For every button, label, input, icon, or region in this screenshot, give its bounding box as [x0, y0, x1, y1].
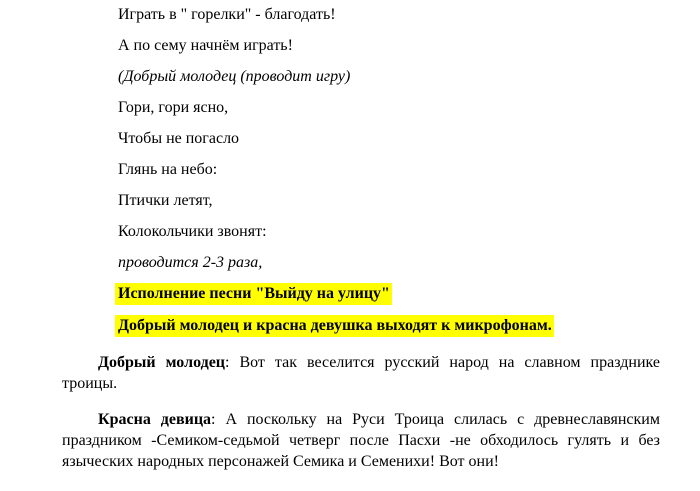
speaker-name: Добрый молодец	[98, 354, 226, 371]
script-line-text: проводится 2-3 раза,	[118, 254, 263, 271]
stage-direction-line	[118, 253, 670, 273]
script-line-text: Гори, гори ясно,	[118, 99, 229, 116]
script-line-text: Колокольчики звонят:	[118, 223, 267, 240]
script-line	[118, 222, 670, 242]
dialogue-text: : Вот так веселится русский народ на славном празднике троицы.	[62, 354, 660, 392]
script-line	[118, 36, 670, 56]
dialogue-text: : А поскольку на Руси Троица слилась с древнеславянским праздником -Семиком-седьмой четверг после Пасхи -не обходилось гулять и без языческих народных персонажей Семика и Семенихи! Вот они!	[62, 411, 660, 470]
script-line-text: (Добрый молодец (проводит игру)	[118, 68, 351, 85]
script-line	[118, 191, 670, 211]
stage-direction-line	[118, 67, 670, 87]
highlighted-line	[118, 284, 670, 304]
script-line-text: Играть в " горелки" - благодать!	[118, 6, 336, 23]
highlighted-line	[118, 316, 670, 336]
script-line	[118, 98, 670, 118]
highlighted-text: Добрый молодец и красна девушка выходят к микрофонам.	[115, 315, 554, 337]
script-line	[118, 5, 670, 25]
script-line	[118, 160, 670, 180]
dialogue-paragraph	[62, 409, 660, 472]
script-line-text: А по сему начнём играть!	[118, 37, 293, 54]
dialogue-paragraph	[62, 352, 660, 394]
speaker-name: Красна девица	[98, 411, 212, 428]
script-line-text: Птички летят,	[118, 192, 213, 209]
script-lines-block	[118, 5, 670, 336]
highlighted-text: Исполнение песни "Выйду на улицу"	[115, 283, 392, 305]
dialogue-block	[62, 352, 660, 472]
script-line-text: Глянь на небо:	[118, 161, 218, 178]
script-line-text: Чтобы не погасло	[118, 130, 240, 147]
script-line	[118, 129, 670, 149]
